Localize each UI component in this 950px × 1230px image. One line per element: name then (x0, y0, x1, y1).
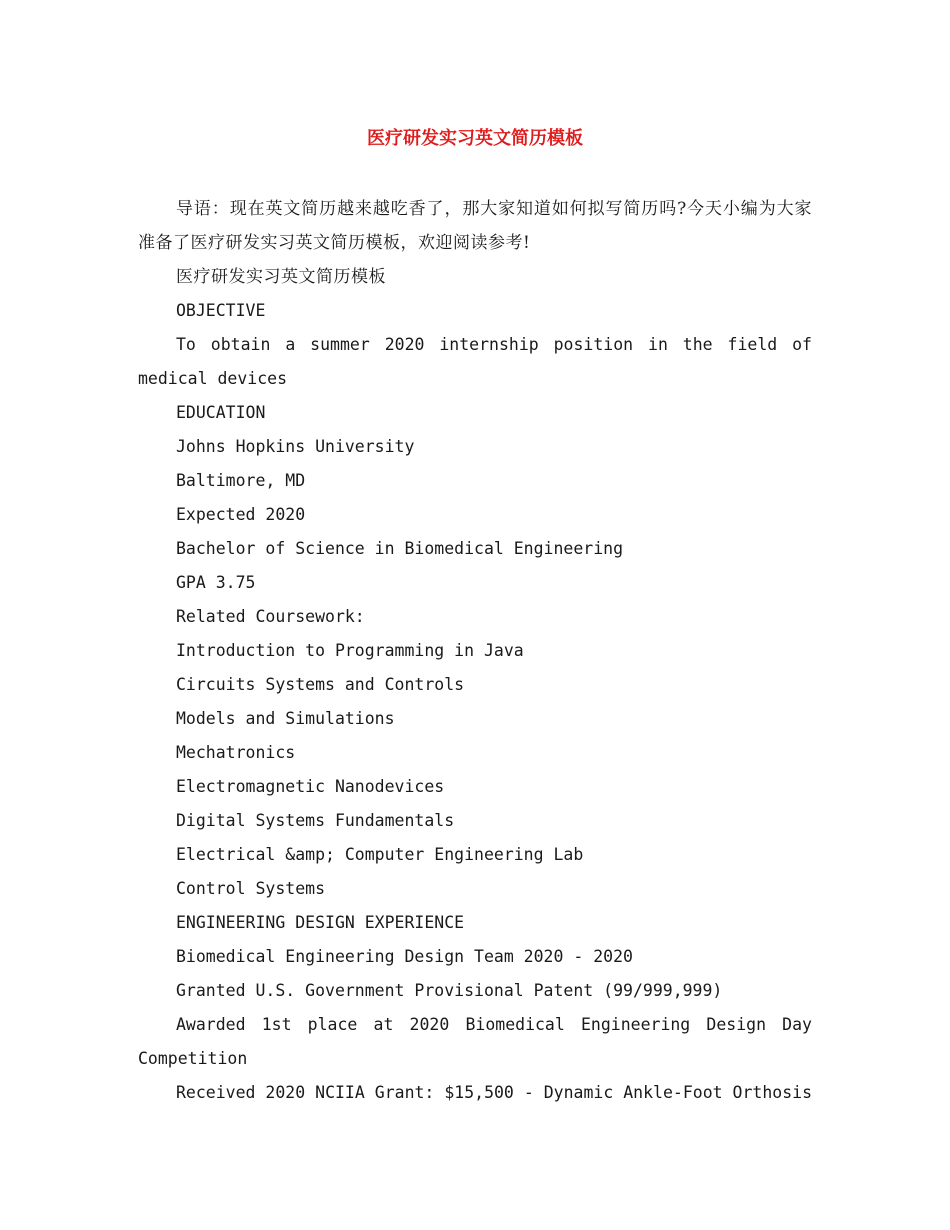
document-title: 医疗研发实习英文简历模板 (367, 128, 583, 149)
course-item: Models and Simulations (176, 709, 395, 728)
document-body (138, 192, 812, 1110)
patent: Granted U.S. Government Provisional Patent (99/999,999) (176, 981, 723, 1000)
course-item: Introduction to Programming in Java (176, 641, 524, 660)
subtitle: 医疗研发实习英文简历模板 (176, 267, 386, 287)
degree: Bachelor of Science in Biomedical Engineering (176, 539, 624, 558)
school-location: Baltimore, MD (176, 471, 306, 490)
course-item: Electrical &amp; Computer Engineering Lab (176, 845, 584, 864)
grant: Received 2020 NCIIA Grant: $15,500 - Dynamic Ankle-Foot Orthosis (176, 1083, 812, 1102)
school-name: Johns Hopkins University (176, 437, 415, 456)
course-item: Control Systems (176, 879, 326, 898)
objective-text: To obtain a summer 2020 internship position in the field of medical devices (138, 335, 812, 388)
design-heading: ENGINEERING DESIGN EXPERIENCE (176, 913, 465, 932)
course-item: Electromagnetic Nanodevices (176, 777, 445, 796)
design-team: Biomedical Engineering Design Team 2020 - 2020 (176, 947, 633, 966)
award: Awarded 1st place at 2020 Biomedical Engineering Design Day Competition (138, 1015, 812, 1068)
education-heading: EDUCATION (176, 403, 266, 422)
intro-paragraph: 导语：现在英文简历越来越吃香了，那大家知道如何拟写简历吗?今天小编为大家准备了医疗研发实习英文简历模板，欢迎阅读参考! (138, 199, 812, 253)
coursework-label: Related Coursework: (176, 607, 365, 626)
course-item: Mechatronics (176, 743, 296, 762)
objective-heading: OBJECTIVE (176, 301, 266, 320)
expected-year: Expected 2020 (176, 505, 306, 524)
course-item: Circuits Systems and Controls (176, 675, 465, 694)
course-item: Digital Systems Fundamentals (176, 811, 455, 830)
gpa: GPA 3.75 (176, 573, 256, 592)
